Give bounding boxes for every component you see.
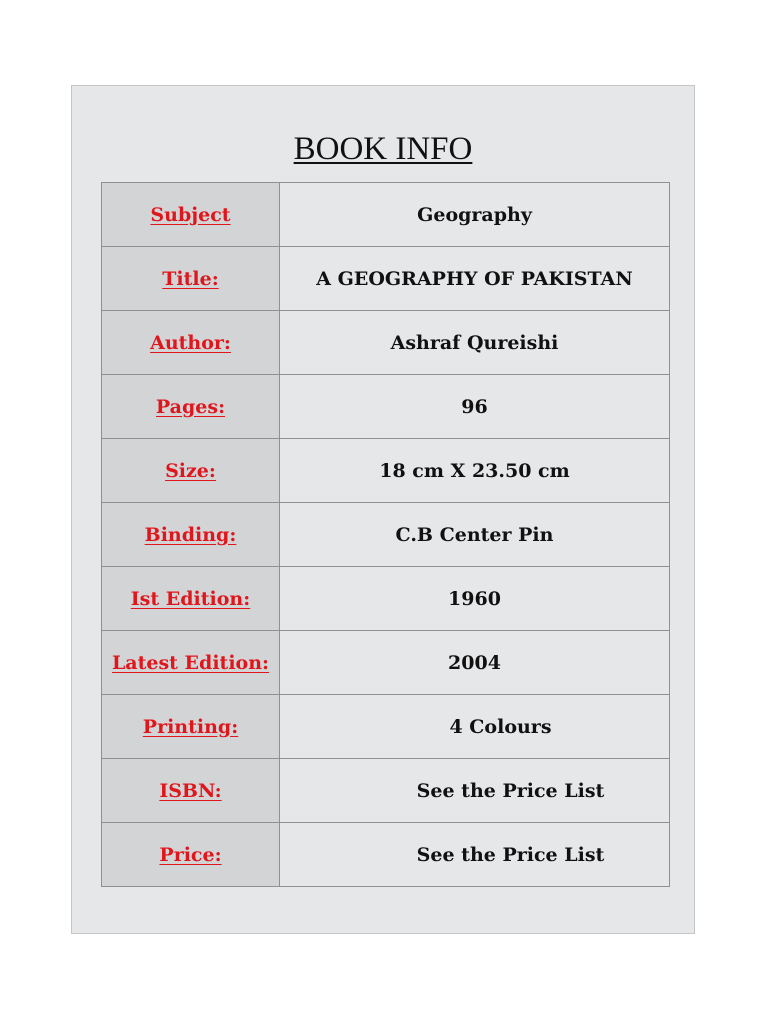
table-row-isbn	[102, 759, 670, 823]
table-row-subject	[102, 183, 670, 247]
printing-label: Printing:	[102, 695, 280, 759]
author-value	[280, 311, 670, 375]
book-info-card	[71, 85, 695, 934]
table-row-author	[102, 311, 670, 375]
printing-value	[280, 695, 670, 759]
first-edition-label: Ist Edition:	[102, 567, 280, 631]
binding-label: Binding:	[102, 503, 280, 567]
size-value	[280, 439, 670, 503]
latest-edition-value	[280, 631, 670, 695]
price-label: Price:	[102, 823, 280, 887]
pages-value	[280, 375, 670, 439]
first-edition-value-text: 1960	[448, 587, 501, 610]
subject-value-text: Geography	[417, 203, 532, 226]
binding-value-text: C.B Center Pin	[395, 523, 554, 546]
table-row-size	[102, 439, 670, 503]
subject-label: Subject	[102, 183, 280, 247]
pages-label: Pages:	[102, 375, 280, 439]
isbn-label: ISBN:	[102, 759, 280, 823]
page-title: BOOK INFO	[293, 131, 473, 167]
table-row-first-edition	[102, 567, 670, 631]
printing-value-text: 4 Colours	[449, 715, 552, 738]
table-row-price	[102, 823, 670, 887]
table-row-binding	[102, 503, 670, 567]
title-label: Title:	[102, 247, 280, 311]
isbn-value-text: See the Price List	[416, 779, 605, 802]
subject-value	[280, 183, 670, 247]
title-value	[280, 247, 670, 311]
author-value-text: Ashraf Qureishi	[390, 331, 559, 354]
size-label: Size:	[102, 439, 280, 503]
table-row-title	[102, 247, 670, 311]
latest-edition-value-text: 2004	[448, 651, 501, 674]
book-info-table	[101, 182, 670, 887]
first-edition-value	[280, 567, 670, 631]
author-label: Author:	[102, 311, 280, 375]
size-value-text: 18 cm X 23.50 cm	[379, 459, 570, 482]
title-value-text: A GEOGRAPHY OF PAKISTAN	[316, 267, 633, 290]
table-row-printing	[102, 695, 670, 759]
isbn-value	[280, 759, 670, 823]
price-value-text: See the Price List	[416, 843, 605, 866]
latest-edition-label: Latest Edition:	[102, 631, 280, 695]
pages-value-text: 96	[461, 395, 488, 418]
price-value	[280, 823, 670, 887]
table-row-latest-edition	[102, 631, 670, 695]
binding-value	[280, 503, 670, 567]
table-row-pages	[102, 375, 670, 439]
